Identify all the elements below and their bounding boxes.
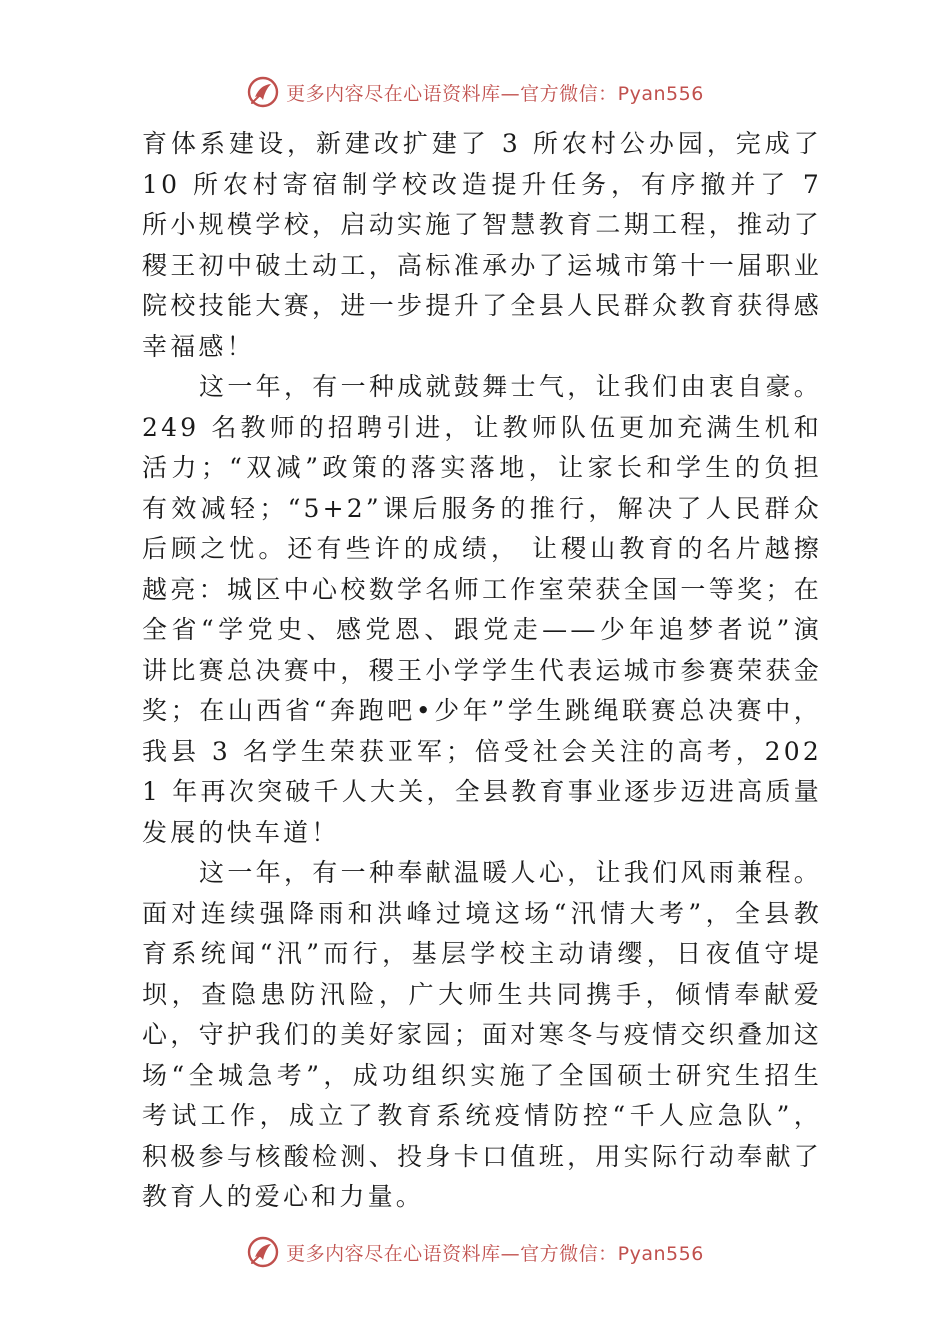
paragraph-3: 这一年，有一种奉献温暖人心，让我们风雨兼程。面对连续强降雨和洪峰过境这场“汛情大考”，全县教育系统闻“汛”而行，基层学校主动请缨，日夜值守堤坝，查隐患防汛险，广大师生共同携手，倾情奉献爱心，守护我们的美好家园；面对寒冬与疫情交织叠加这场“全城急考”，成功组织实施了全国硕士研究生招生考试工作，成立了教育系统疫情防控“千人应急队”，积极参与核酸检测、投身卡口值班，用实际行动奉献了教育人的爱心和力量。: [142, 858, 822, 1211]
logo-icon: [246, 75, 280, 109]
footer-banner: [0, 1232, 950, 1272]
body-text: [142, 124, 822, 1218]
logo-icon: [246, 1235, 280, 1269]
banner-text: 更多内容尽在心语资料库—官方微信：Pyan556: [286, 82, 704, 105]
paragraph-1: 育体系建设，新建改扩建了 3 所农村公办园，完成了 10 所农村寄宿制学校改造提升任务，有序撤并了 7 所小规模学校，启动实施了智慧教育二期工程，推动了稷王初中破土动工，高标准承办了运城市第十一届职业院校技能大赛，进一步提升了全县人民群众教育获得感幸福感！: [142, 129, 822, 361]
header-banner: [0, 72, 950, 112]
paragraph-2: 这一年，有一种成就鼓舞士气，让我们由衷自豪。249 名教师的招聘引进，让教师队伍更加充满生机和活力；“双减”政策的落实落地，让家长和学生的负担有效减轻；“5+2”课后服务的推行，解决了人民群众后顾之忧。还有些许的成绩， 让稷山教育的名片越擦越亮：城区中心校数学名师工作室荣获全国一等奖；在全省“学党史、感党恩、跟党走——少年追梦者说”演讲比赛总决赛中，稷王小学学生代表运城市参赛荣获金奖；在山西省“奔跑吧•少年”学生跳绳联赛总决赛中，我县 3 名学生荣获亚军；倍受社会关注的高考，2021 年再次突破千人大关，全县教育事业逐步迈进高质量发展的快车道！: [142, 372, 822, 847]
banner-text: 更多内容尽在心语资料库—官方微信：Pyan556: [286, 1242, 704, 1265]
